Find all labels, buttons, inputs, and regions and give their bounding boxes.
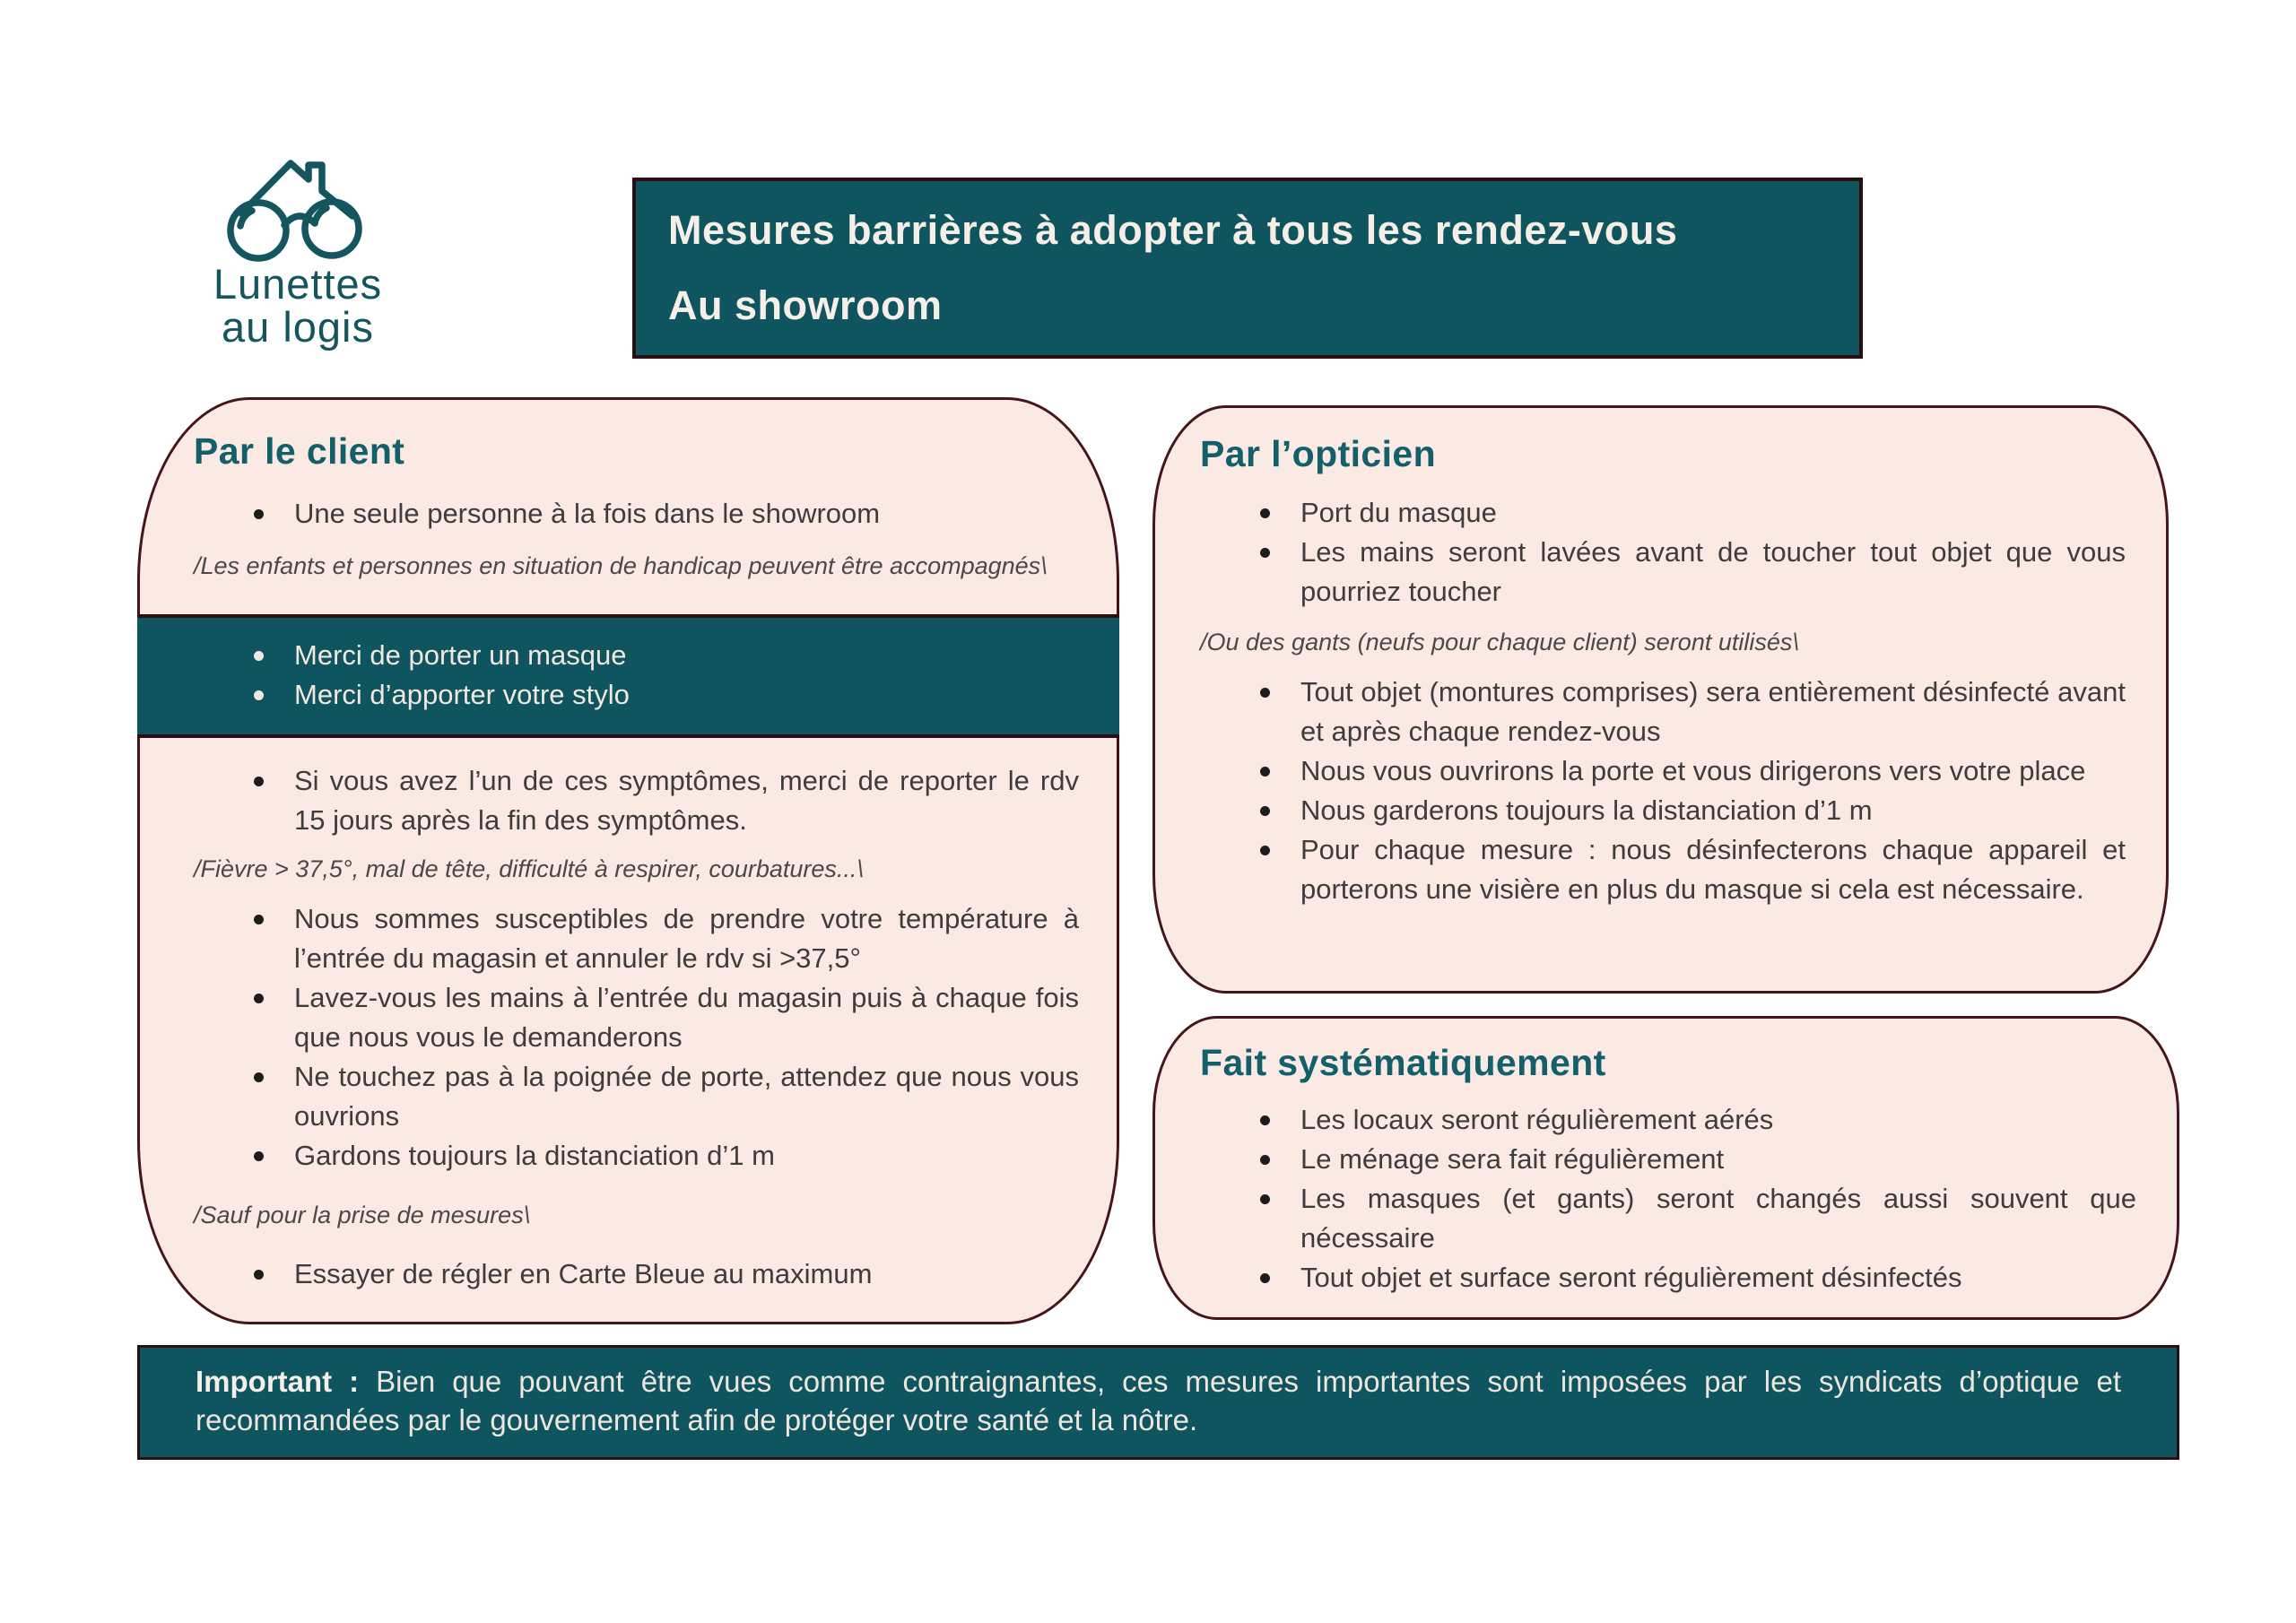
bullet-door-handle: Ne touchez pas à la poignée de porte, attendez que nous vous ouvrions <box>249 1057 1079 1136</box>
bullet-hands-washed: Les mains seront lavées avant de toucher tout objet que vous pourriez toucher <box>1256 533 2126 612</box>
footer-banner <box>137 1345 2179 1460</box>
optician-top-list <box>1256 493 2126 612</box>
bullet-bring-pen: Merci d’apporter votre stylo <box>249 675 1079 715</box>
bullet-symptoms: Si vous avez l’un de ces symptômes, merci de reporter le rdv 15 jours après la fin des symptômes. <box>249 761 1079 840</box>
brand-logo <box>178 151 418 349</box>
house-glasses-icon <box>178 151 418 263</box>
title-banner <box>632 178 1863 359</box>
note-measuring: /Sauf pour la prise de mesures\ <box>194 1202 531 1228</box>
bullet-surfaces: Tout objet et surface seront régulièrement désinfectés <box>1256 1258 2136 1298</box>
bullet-disinfect-objects: Tout objet (montures comprises) sera entièrement désinfecté avant et après chaque rendez-vous <box>1256 673 2126 751</box>
bullet-cleaning: Le ménage sera fait régulièrement <box>1256 1140 2136 1179</box>
important-text: Bien que pouvant être vues comme contraignantes, ces mesures importantes sont imposées par les syndicats d’optique et recommandées par le gouvernement afin de protéger votre santé et la nôtre. <box>196 1365 2121 1436</box>
bullet-one-person: Une seule personne à la fois dans le showroom <box>249 494 1079 534</box>
note-fever: /Fièvre > 37,5°, mal de tête, difficulté à respirer, courbatures...\ <box>194 855 864 882</box>
bullet-distancing: Gardons toujours la distanciation d’1 m <box>249 1136 1079 1176</box>
bullet-masks-changed: Les masques (et gants) seront changés aussi souvent que nécessaire <box>1256 1179 2136 1258</box>
bullet-wash-hands: Lavez-vous les mains à l’entrée du magasin puis à chaque fois que nous vous le demanderons <box>249 978 1079 1057</box>
title-line1: Mesures barrières à adopter à tous les rendez-vous <box>668 207 1678 253</box>
important-label: Important : <box>196 1365 377 1398</box>
teal-callout-list <box>249 636 1079 715</box>
bullet-keep-distance: Nous garderons toujours la distanciation d’1 m <box>1256 791 2126 830</box>
client-intro-list <box>249 494 1079 534</box>
bullet-visor: Pour chaque mesure : nous désinfecterons chaque appareil et porterons une visière en plus du masque si cela est nécessaire. <box>1256 830 2126 909</box>
note-gloves: /Ou des gants (neufs pour chaque client) seront utilisés\ <box>1200 629 1799 655</box>
bullet-open-door: Nous vous ouvrirons la porte et vous dirigerons vers votre place <box>1256 751 2126 791</box>
panel-client <box>137 397 1119 1324</box>
bullet-mask-worn: Port du masque <box>1256 493 2126 533</box>
client-payment-list <box>249 1254 1079 1294</box>
teal-callout <box>137 614 1119 738</box>
client-symptoms-list <box>249 761 1079 840</box>
title-line2: Au showroom <box>668 282 943 328</box>
panel-optician <box>1152 405 2169 994</box>
panel-systematic <box>1152 1016 2179 1320</box>
bullet-wear-mask: Merci de porter un masque <box>249 636 1079 675</box>
logo-wordmark <box>178 260 418 351</box>
optician-main-list <box>1256 673 2126 909</box>
panel-client-heading: Par le client <box>194 430 405 472</box>
bullet-aired: Les locaux seront régulièrement aérés <box>1256 1100 2136 1140</box>
logo-line2: au logis <box>222 302 374 351</box>
client-measures-list <box>249 899 1079 1176</box>
systematic-list <box>1256 1100 2136 1298</box>
logo-line1: Lunettes <box>213 260 383 308</box>
panel-systematic-heading: Fait systématiquement <box>1200 1042 1606 1083</box>
note-children: /Les enfants et personnes en situation de handicap peuvent être accompagnés\ <box>194 552 1048 579</box>
bullet-card-payment: Essayer de régler en Carte Bleue au maximum <box>249 1254 1079 1294</box>
bullet-temperature: Nous sommes susceptibles de prendre votre température à l’entrée du magasin et annuler le rdv si >37,5° <box>249 899 1079 978</box>
panel-optician-heading: Par l’opticien <box>1200 433 1437 474</box>
